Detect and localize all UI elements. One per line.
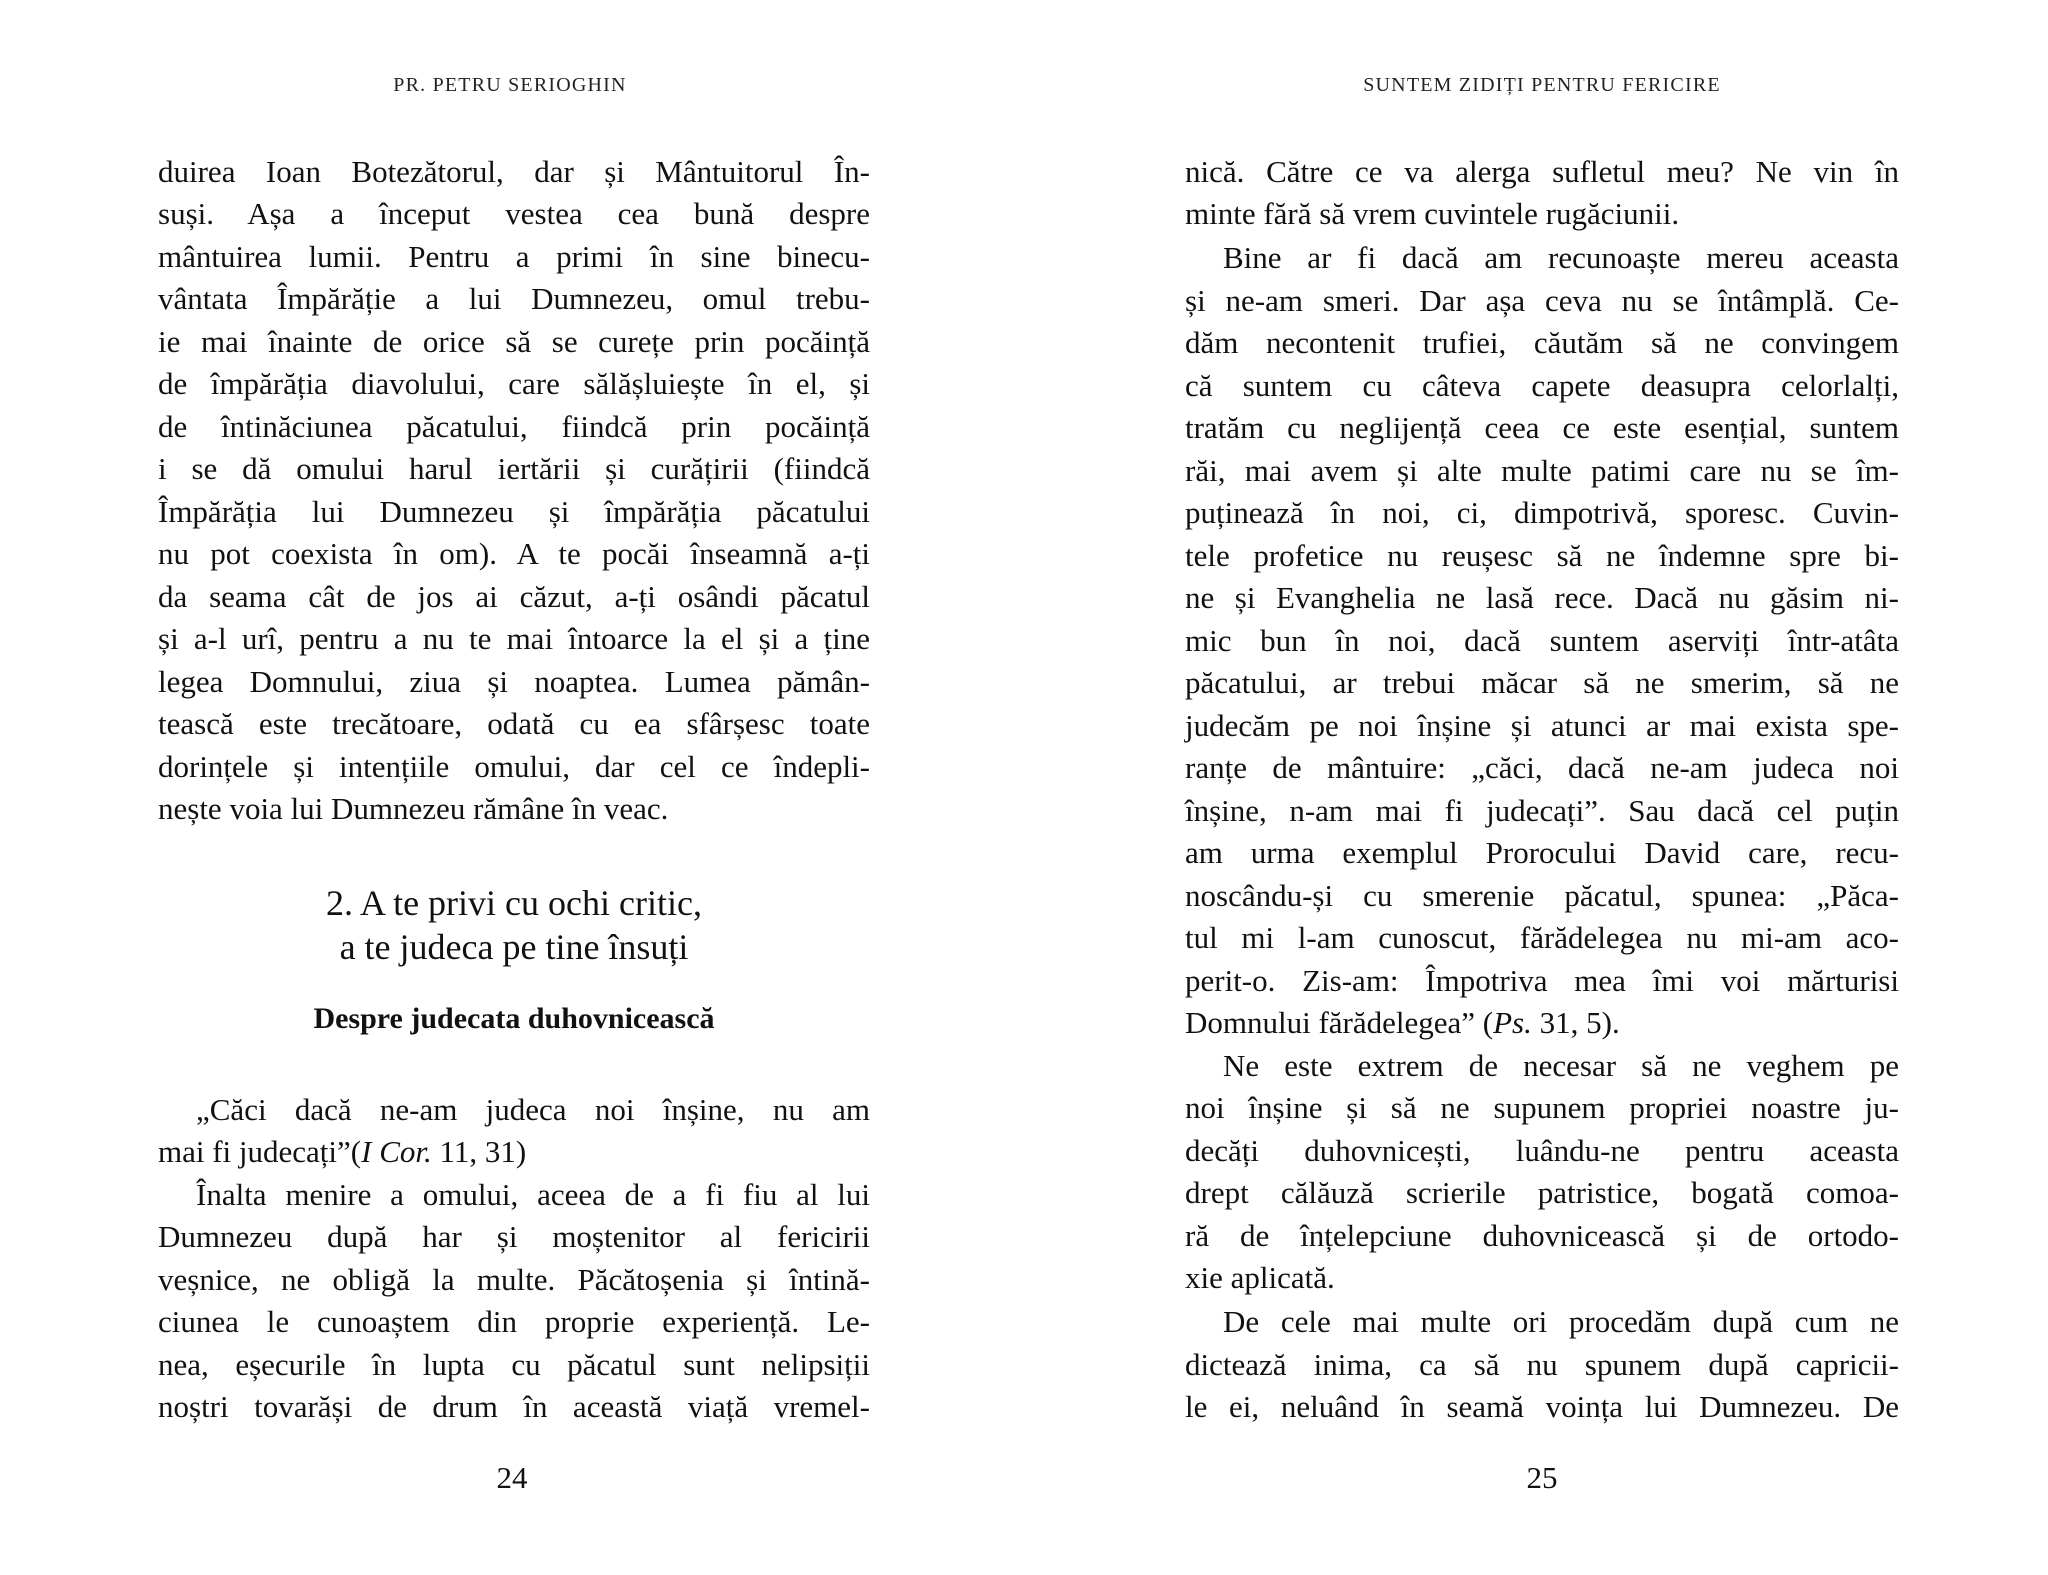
- text-line: nea, eșecurile în lupta cu păcatul sunt nelipsiții: [158, 1347, 870, 1382]
- text-line: perit-o. Zis-am: Împotriva mea îmi voi mărturisi: [1185, 963, 1899, 998]
- text-line: decăți duhovnicești, luându-ne pentru aceasta: [1185, 1133, 1899, 1168]
- text-line: judecăm pe noi înșine și atunci ar mai exista spe-: [1185, 708, 1899, 743]
- text-line: Ne este extrem de necesar să ne veghem pe: [1223, 1048, 1899, 1083]
- text-line: De cele mai multe ori procedăm după cum ne: [1223, 1304, 1899, 1339]
- scripture-reference-verse: 11, 31): [431, 1134, 527, 1169]
- text-line: ie mai înainte de orice să se curețe prin pocăință: [158, 324, 870, 359]
- right-page: [1024, 0, 2048, 1575]
- text-line: xie aplicată.: [1185, 1260, 1335, 1295]
- text-line: dăm necontenit trufiei, căutăm să ne convingem: [1185, 325, 1899, 360]
- scripture-reference-book: I Cor.: [361, 1134, 432, 1169]
- text-line: Bine ar fi dacă am recunoaște mereu aceasta: [1223, 240, 1899, 275]
- text-line: ne și Evanghelia ne lasă rece. Dacă nu găsim ni-: [1185, 580, 1899, 615]
- text-line: Înalta menire a omului, aceea de a fi fiu al lui: [196, 1177, 870, 1212]
- page-number: 24: [496, 1460, 528, 1495]
- text-line: am urma exemplul Prorocului David care, recu-: [1185, 835, 1899, 870]
- text-line: ciunea le cunoaștem din proprie experiență. Le-: [158, 1304, 870, 1339]
- text-line: puținează în noi, ci, dimpotrivă, sporesc. Cuvin-: [1185, 495, 1899, 530]
- text-line: noștri tovarăși de drum în această viață vremel-: [158, 1389, 870, 1424]
- text-line: da seama cât de jos ai căzut, a-ți osândi păcatul: [158, 579, 870, 614]
- text-line: drept călăuză scrierile patristice, bogată comoa-: [1185, 1175, 1899, 1210]
- running-head-title: SUNTEM ZIDIȚI PENTRU FERICIRE: [1363, 74, 1721, 96]
- text-line: nu pot coexista în om). A te pocăi înseamnă a-ți: [158, 536, 870, 571]
- scripture-reference-verse: 31, 5).: [1531, 1005, 1620, 1040]
- text-line: tele profetice nu reușesc să ne îndemne spre bi-: [1185, 538, 1899, 573]
- text-line: noi înșine și să ne supunem propriei noastre ju-: [1185, 1090, 1899, 1125]
- epigraph-text: mai fi judecați”(: [158, 1134, 362, 1169]
- text-line: că suntem cu câteva capete deasupra celorlalți,: [1185, 368, 1899, 403]
- text-line: nică. Către ce va alerga sufletul meu? Ne vin în: [1185, 154, 1899, 189]
- text-line: nește voia lui Dumnezeu rămâne în veac.: [158, 791, 669, 826]
- text-line: răi, mai avem și alte multe patimi care nu se îm-: [1185, 453, 1899, 488]
- text-line: i se dă omului harul iertării și curățirii (fiindcă: [158, 451, 870, 486]
- text-line: [1185, 1002, 1899, 1044]
- epigraph-line-2: [158, 1131, 870, 1173]
- text-line: tească este trecătoare, odată cu ea sfârșesc toate: [158, 706, 870, 741]
- chapter-heading-line-2: a te judeca pe tine însuți: [339, 927, 689, 967]
- text-line: dictează inima, ca să nu spunem după capricii-: [1185, 1347, 1899, 1382]
- text-line: tul mi l-am cunoscut, fărădelegea nu mi-am aco-: [1185, 920, 1899, 955]
- text-line: duirea Ioan Botezătorul, dar și Mântuitorul În-: [158, 154, 870, 189]
- text-line: dorințele și intențiile omului, dar cel ce îndepli-: [158, 749, 870, 784]
- text-line: și ne-am smeri. Dar așa ceva nu se întâmplă. Ce-: [1185, 283, 1899, 318]
- text-line: ranțe de mântuire: „căci, dacă ne-am judeca noi: [1185, 750, 1899, 785]
- text-line: mântuirea lumii. Pentru a primi în sine binecu-: [158, 239, 870, 274]
- text-line: vântata Împărăție a lui Dumnezeu, omul trebu-: [158, 281, 870, 316]
- text-line: de împărăția diavolului, care sălășluiește în el, și: [158, 366, 870, 401]
- epigraph-line-1: „Căci dacă ne-am judeca noi înșine, nu am: [196, 1092, 870, 1127]
- text-line: păcatului, ar trebui măcar să ne smerim, să ne: [1185, 665, 1899, 700]
- text-line: Împărăția lui Dumnezeu și împărăția păcatului: [158, 494, 870, 529]
- text-line: tratăm cu neglijență ceea ce este esențial, suntem: [1185, 410, 1899, 445]
- text-line: ră de înțelepciune duhovnicească și de ortodo-: [1185, 1218, 1899, 1253]
- text-line: înșine, n-am mai fi judecați”. Sau dacă cel puțin: [1185, 793, 1899, 828]
- chapter-heading-line-1: 2. A te privi cu ochi critic,: [326, 883, 702, 923]
- text-line: suși. Așa a început vestea cea bună despre: [158, 196, 870, 231]
- section-heading: Despre judecata duhovnicească: [313, 1002, 715, 1035]
- text-line: minte fără să vrem cuvintele rugăciunii.: [1185, 196, 1680, 231]
- text-line: de întinăciunea păcatului, fiindcă prin pocăință: [158, 409, 870, 444]
- scripture-reference-book: Ps.: [1493, 1005, 1532, 1040]
- text-line: mic bun în noi, dacă suntem aserviți într-atâta: [1185, 623, 1899, 658]
- page-number: 25: [1526, 1460, 1558, 1495]
- text-line: le ei, neluând în seamă voința lui Dumnezeu. De: [1185, 1389, 1899, 1424]
- running-head-author: PR. PETRU SERIOGHIN: [393, 74, 627, 96]
- text-line: noscându-și cu smerenie păcatul, spunea: „Păca-: [1185, 878, 1899, 913]
- text-line: legea Domnului, ziua și noaptea. Lumea pămân-: [158, 664, 870, 699]
- text-line: și a-l urî, pentru a nu te mai întoarce la el și a ține: [158, 621, 870, 656]
- text-line: Dumnezeu după har și moștenitor al fericirii: [158, 1219, 870, 1254]
- text-line: veșnice, ne obligă la multe. Păcătoșenia și întină-: [158, 1262, 870, 1297]
- text-segment: Domnului fărădelegea” (: [1185, 1005, 1494, 1040]
